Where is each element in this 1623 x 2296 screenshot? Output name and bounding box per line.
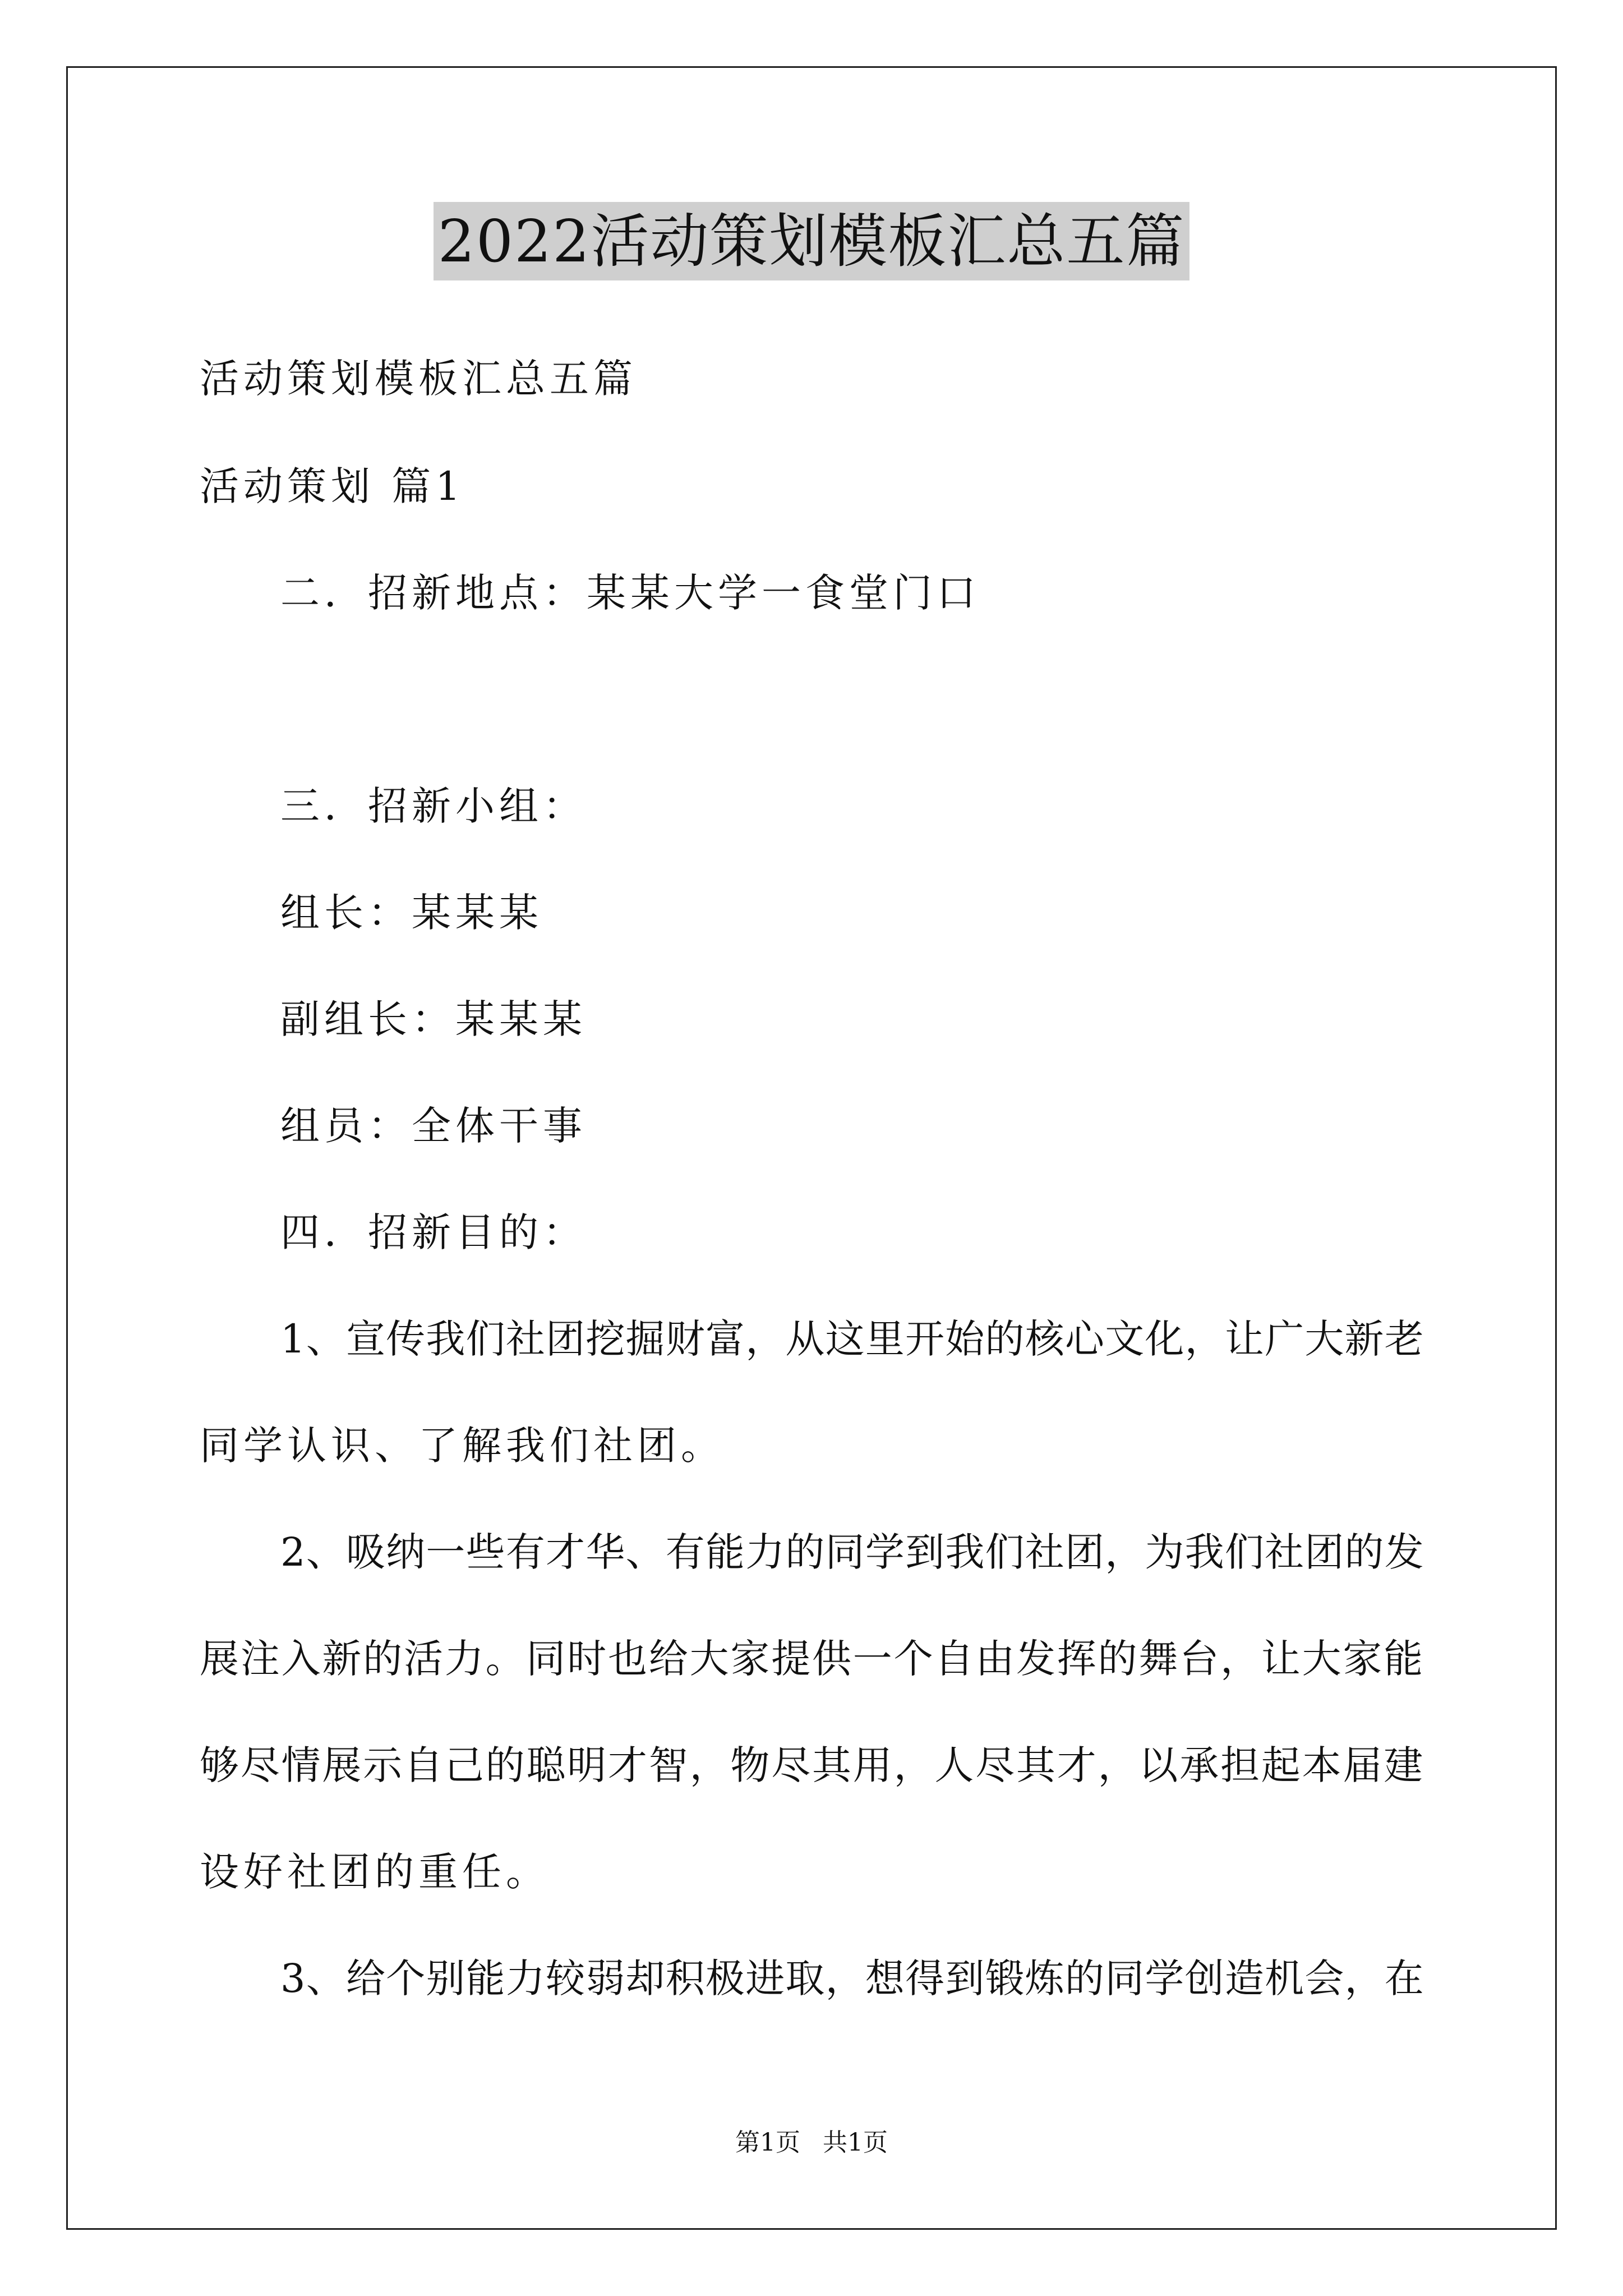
- group-heading: 三．招新小组：: [280, 783, 587, 829]
- members-line: 组员：全体干事: [280, 1103, 587, 1149]
- page-total: 共1页: [823, 2128, 888, 2157]
- vice-leader-line: 副组长：某某某: [280, 996, 587, 1042]
- paragraph-2-line-1: 2、吸纳一些有才华、有能力的同学到我们社团，为我们社团的发: [280, 1529, 1424, 1575]
- section-heading: 活动策划 篇1: [200, 463, 465, 509]
- subtitle-line: 活动策划模板汇总五篇: [200, 356, 637, 402]
- paragraph-3-line-1: 3、给个别能力较弱却积极进取，想得到锻炼的同学创造机会，在: [280, 1955, 1424, 2001]
- purpose-heading: 四．招新目的：: [280, 1209, 587, 1255]
- paragraph-2-line-2: 展注入新的活力。同时也给大家提供一个自由发挥的舞台，让大家能: [200, 1636, 1424, 1682]
- page-footer: [0, 2126, 1623, 2160]
- location-line: 二．招新地点：某某大学一食堂门口: [280, 570, 980, 616]
- title-container: [0, 202, 1623, 280]
- page-number: 第1页: [735, 2128, 800, 2157]
- paragraph-1-line-2: 同学认识、了解我们社团。: [200, 1423, 725, 1469]
- paragraph-1-line-1: 1、宣传我们社团挖掘财富，从这里开始的核心文化，让广大新老: [280, 1316, 1424, 1362]
- document-title: 2022活动策划模板汇总五篇: [434, 202, 1190, 280]
- paragraph-2-line-4: 设好社团的重任。: [200, 1849, 550, 1895]
- paragraph-2-line-3: 够尽情展示自己的聪明才智，物尽其用，人尽其才，以承担起本届建: [200, 1742, 1424, 1788]
- leader-line: 组长：某某某: [280, 890, 543, 936]
